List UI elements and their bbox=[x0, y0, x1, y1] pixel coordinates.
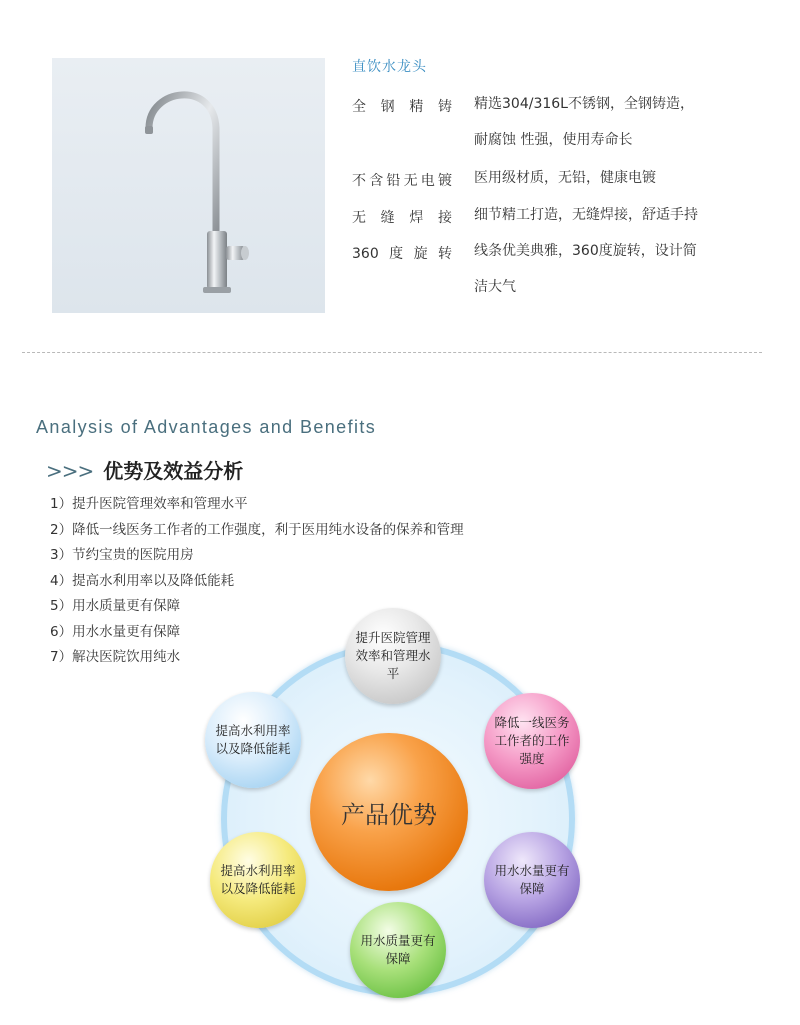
faucet-icon bbox=[52, 58, 325, 313]
analysis-title-text: 优势及效益分析 bbox=[103, 459, 244, 483]
spec-line: 精选304/316L不锈钢，全钢铸造， bbox=[474, 96, 694, 112]
bubble-label: 提高水利用率以及降低能耗 bbox=[215, 723, 291, 756]
bubble-label: 提高水利用率以及降低能耗 bbox=[220, 863, 296, 896]
spec-line: 线条优美典雅，360度旋转，设计简 bbox=[474, 243, 697, 259]
bubble-workload bbox=[484, 693, 580, 789]
bubble-water-quality bbox=[350, 902, 446, 998]
center-bubble bbox=[310, 733, 468, 891]
spec-line: 洁大气 bbox=[474, 279, 516, 295]
bubble-label: 用水水量更有保障 bbox=[494, 863, 570, 896]
bubble-water-quantity bbox=[484, 832, 580, 928]
bubble-label: 降低一线医务工作者的工作强度 bbox=[494, 715, 570, 766]
faucet-photo bbox=[52, 58, 325, 313]
spec-key: 360度旋转 bbox=[352, 246, 452, 262]
chevrons-icon: >>> bbox=[46, 459, 94, 483]
bubble-efficiency-yellow bbox=[210, 832, 306, 928]
list-item: 2）降低一线医务工作者的工作强度，利于医用纯水设备的保养和管理 bbox=[50, 521, 464, 538]
list-item: 5）用水质量更有保障 bbox=[50, 598, 181, 614]
spec-line: 耐腐蚀 性强，使用寿命长 bbox=[474, 132, 633, 148]
analysis-title-cn bbox=[46, 455, 243, 484]
list-item: 3）节约宝贵的医院用房 bbox=[50, 547, 194, 563]
bubble-efficiency-blue bbox=[205, 692, 301, 788]
list-item: 4）提高水利用率以及降低能耗 bbox=[50, 572, 235, 589]
section-divider bbox=[22, 352, 762, 353]
spec-value bbox=[474, 160, 744, 196]
spec-line: 细节精工打造，无缝焊接，舒适手持 bbox=[474, 207, 698, 223]
list-item: 7）解决医院饮用纯水 bbox=[50, 649, 181, 665]
spec-line: 医用级材质，无铅，健康电镀 bbox=[474, 170, 656, 186]
spec-value bbox=[474, 86, 744, 158]
spec-key: 无缝焊接 bbox=[352, 210, 452, 226]
spec-key: 不含铅无电镀 bbox=[352, 173, 452, 189]
spec-value bbox=[474, 233, 744, 305]
spec-key: 全钢精铸 bbox=[352, 99, 452, 115]
list-item: 6）用水水量更有保障 bbox=[50, 623, 181, 640]
list-item: 1）提升医院管理效率和管理水平 bbox=[50, 496, 248, 512]
center-label: 产品优势 bbox=[341, 800, 437, 829]
bubble-label: 用水质量更有保障 bbox=[360, 933, 436, 966]
analysis-title-en: Analysis of Advantages and Benefits bbox=[36, 417, 377, 437]
bubble-management bbox=[345, 608, 441, 704]
bubble-label: 提升医院管理效率和管理水平 bbox=[355, 630, 431, 681]
product-title: 直饮水龙头 bbox=[352, 59, 427, 75]
spec-value bbox=[474, 197, 744, 233]
